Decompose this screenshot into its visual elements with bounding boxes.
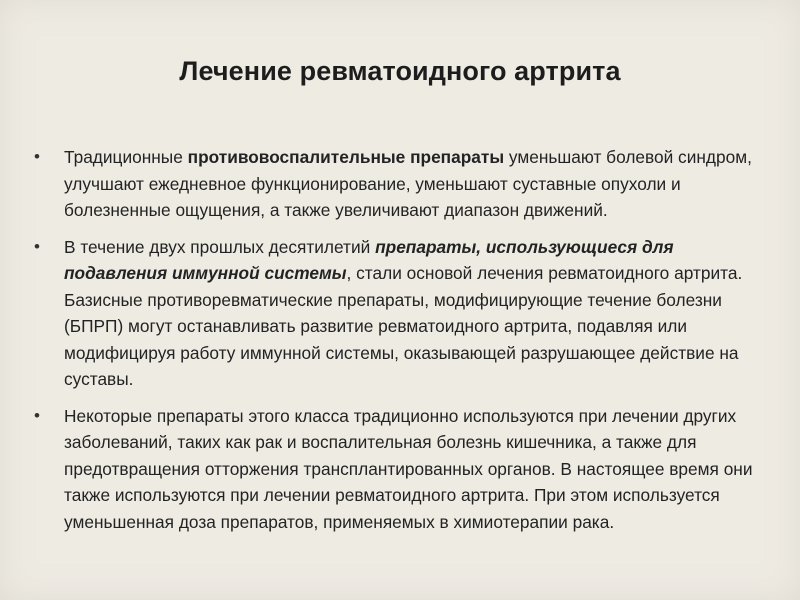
bullet-item-immunosuppressants (30, 234, 770, 393)
bullet-text: Традиционные (64, 147, 188, 167)
bullet-text: уменьшают болевой синдром, улучшают ежедневное функционирование, уменьшают суставные опухоли и болезненные ощущения, а также увеличивают диапазон движений. (64, 147, 752, 220)
bullet-marker: • (34, 236, 40, 256)
bullet-item-traditional-drugs (30, 144, 770, 224)
bullet-marker: • (34, 147, 40, 166)
bullet-emphasis: противовоспалительные препараты (187, 147, 505, 167)
bullet-text: Некоторые препараты этого класса традиционно используются при лечении других заболеваний, таких как рак и воспалительная болезнь кишечника, а также для предотвращения отторжения трансплантированных органов. В настоящее время они также используются при лечении ревматоидного артрита. При этом используется уменьшенная доза препаратов, применяемых в химиотерапии рака. (64, 405, 753, 532)
bullet-text: , стали основой лечения ревматоидного артрита. Базисные противоревматические препараты, модифицирующие течение болезни (БПРП) могут останавливать развитие ревматоидного артрита, подавляя или модифицируя работу иммунной системы, оказывающей разрушающее действие на суставы. (64, 263, 743, 389)
bullet-emphasis: препараты, использующиеся для подавления иммунной системы (64, 236, 674, 283)
bullet-item-other-uses (30, 403, 770, 536)
bullet-list (30, 144, 770, 545)
slide-title: Лечение ревматоидного артрита (179, 56, 621, 86)
bullet-marker: • (34, 405, 40, 425)
bullet-text: В течение двух прошлых десятилетий (64, 236, 376, 257)
